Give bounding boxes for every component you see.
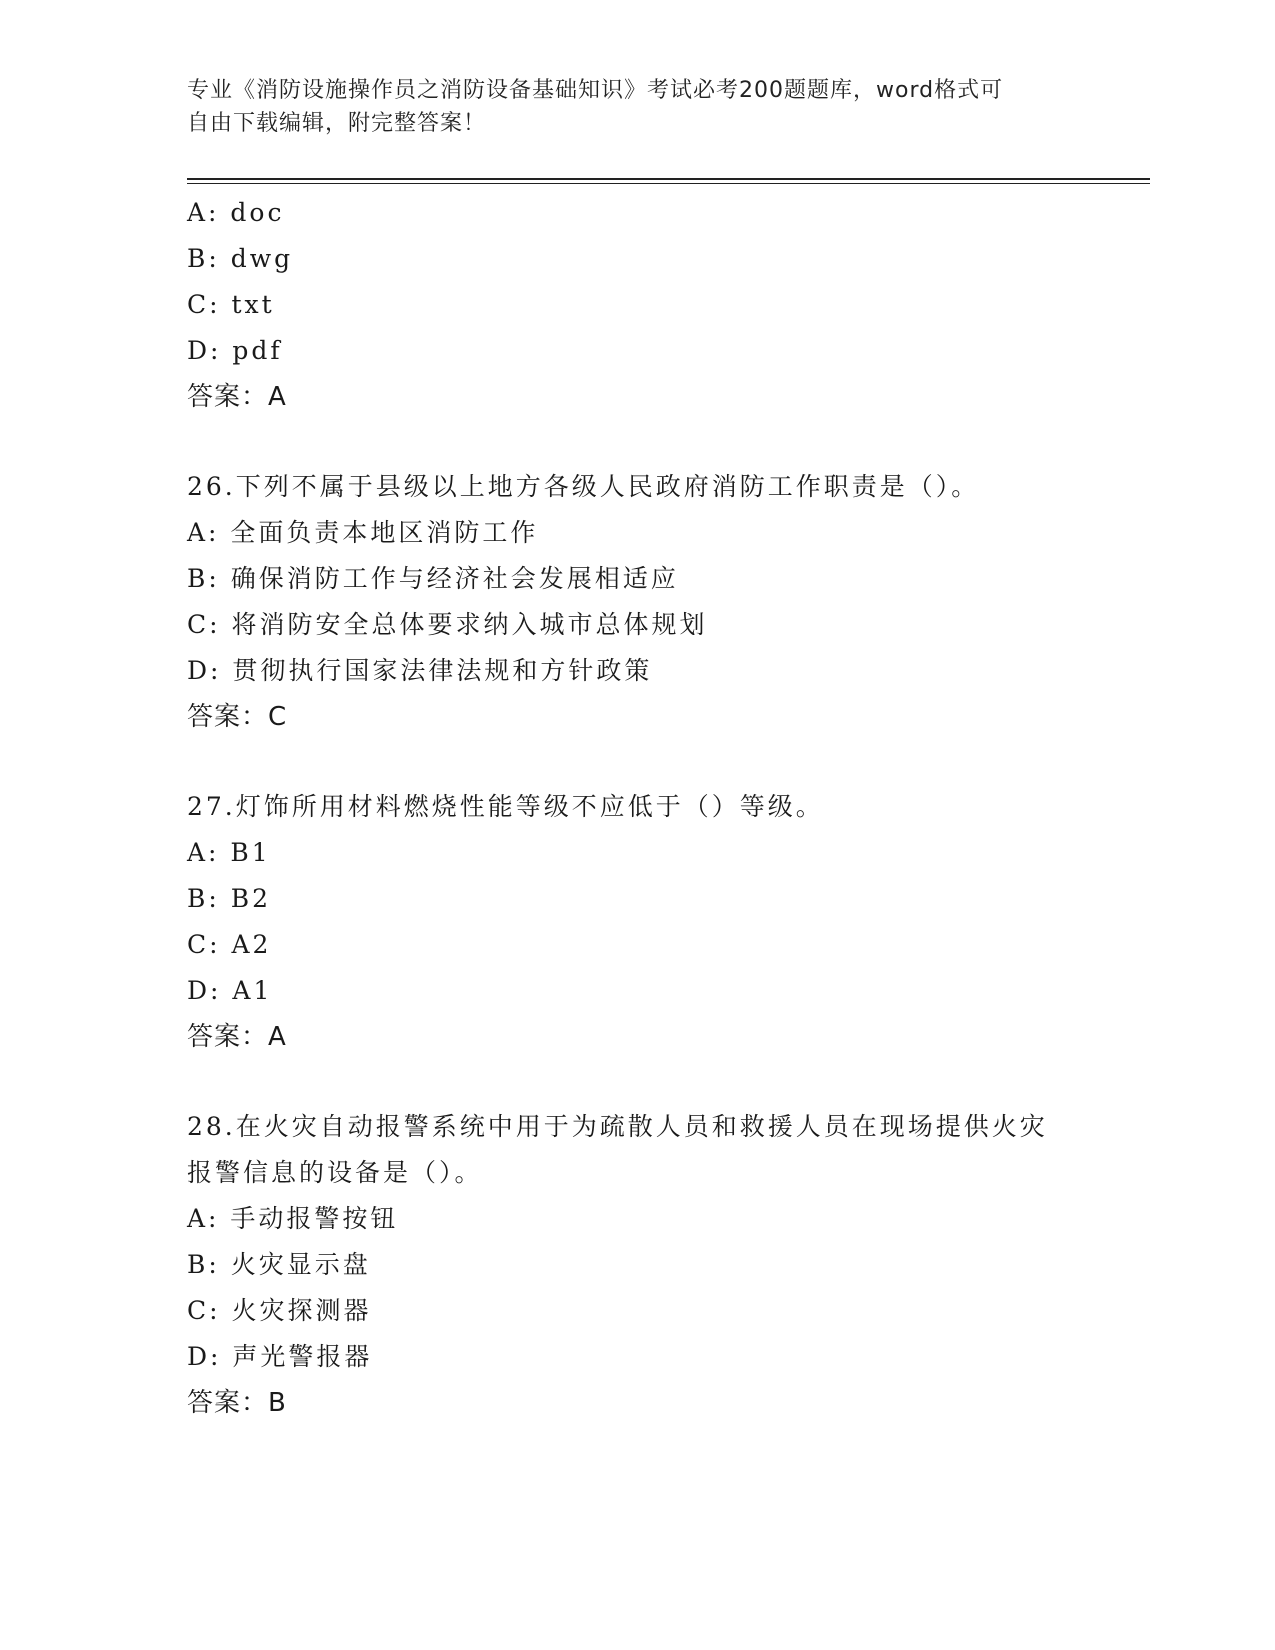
option-d: D: 贯彻执行国家法律法规和方针政策 bbox=[187, 656, 653, 685]
question-list bbox=[187, 190, 1147, 1426]
question-26-block bbox=[187, 464, 1147, 740]
question-stem-line-1: 28.在火灾自动报警系统中用于为疏散人员和救援人员在现场提供火灾 bbox=[187, 1112, 1048, 1141]
answer: 答案：A bbox=[187, 1022, 287, 1052]
question-27-block bbox=[187, 784, 1147, 1060]
option-b: B: dwg bbox=[187, 244, 294, 273]
question-stem: 27.灯饰所用材料燃烧性能等级不应低于（）等级。 bbox=[187, 792, 824, 821]
question-stem-line-2: 报警信息的设备是（）。 bbox=[187, 1158, 483, 1187]
spacer bbox=[187, 1060, 1147, 1104]
option-d: D: A1 bbox=[187, 976, 273, 1005]
document-header bbox=[187, 74, 1067, 140]
option-b: B: 火灾显示盘 bbox=[187, 1250, 371, 1279]
question-28-block bbox=[187, 1104, 1147, 1426]
header-rule-thick bbox=[187, 178, 1150, 180]
option-c: C: 将消防安全总体要求纳入城市总体规划 bbox=[187, 610, 708, 639]
answer: 答案：A bbox=[187, 382, 287, 412]
option-c: C: txt bbox=[187, 290, 275, 319]
spacer bbox=[187, 420, 1147, 464]
option-a: A: 全面负责本地区消防工作 bbox=[187, 518, 539, 547]
option-d: D: pdf bbox=[187, 336, 283, 365]
header-line-2: 自由下载编辑，附完整答案！ bbox=[187, 111, 487, 136]
option-c: C: A2 bbox=[187, 930, 272, 959]
answer: 答案：C bbox=[187, 702, 288, 732]
option-c: C: 火灾探测器 bbox=[187, 1296, 372, 1325]
spacer bbox=[187, 740, 1147, 784]
option-b: B: B2 bbox=[187, 884, 272, 913]
option-b: B: 确保消防工作与经济社会发展相适应 bbox=[187, 564, 679, 593]
option-d: D: 声光警报器 bbox=[187, 1342, 373, 1371]
answer: 答案：B bbox=[187, 1388, 287, 1418]
header-line-1: 专业《消防设施操作员之消防设备基础知识》考试必考200题题库，word格式可 bbox=[187, 78, 1004, 103]
question-25-block bbox=[187, 190, 1147, 420]
header-rule-thin bbox=[187, 183, 1150, 184]
option-a: A: B1 bbox=[187, 838, 271, 867]
option-a: A: doc bbox=[187, 198, 285, 227]
option-a: A: 手动报警按钮 bbox=[187, 1204, 399, 1233]
question-stem: 26.下列不属于县级以上地方各级人民政府消防工作职责是（）。 bbox=[187, 472, 980, 501]
